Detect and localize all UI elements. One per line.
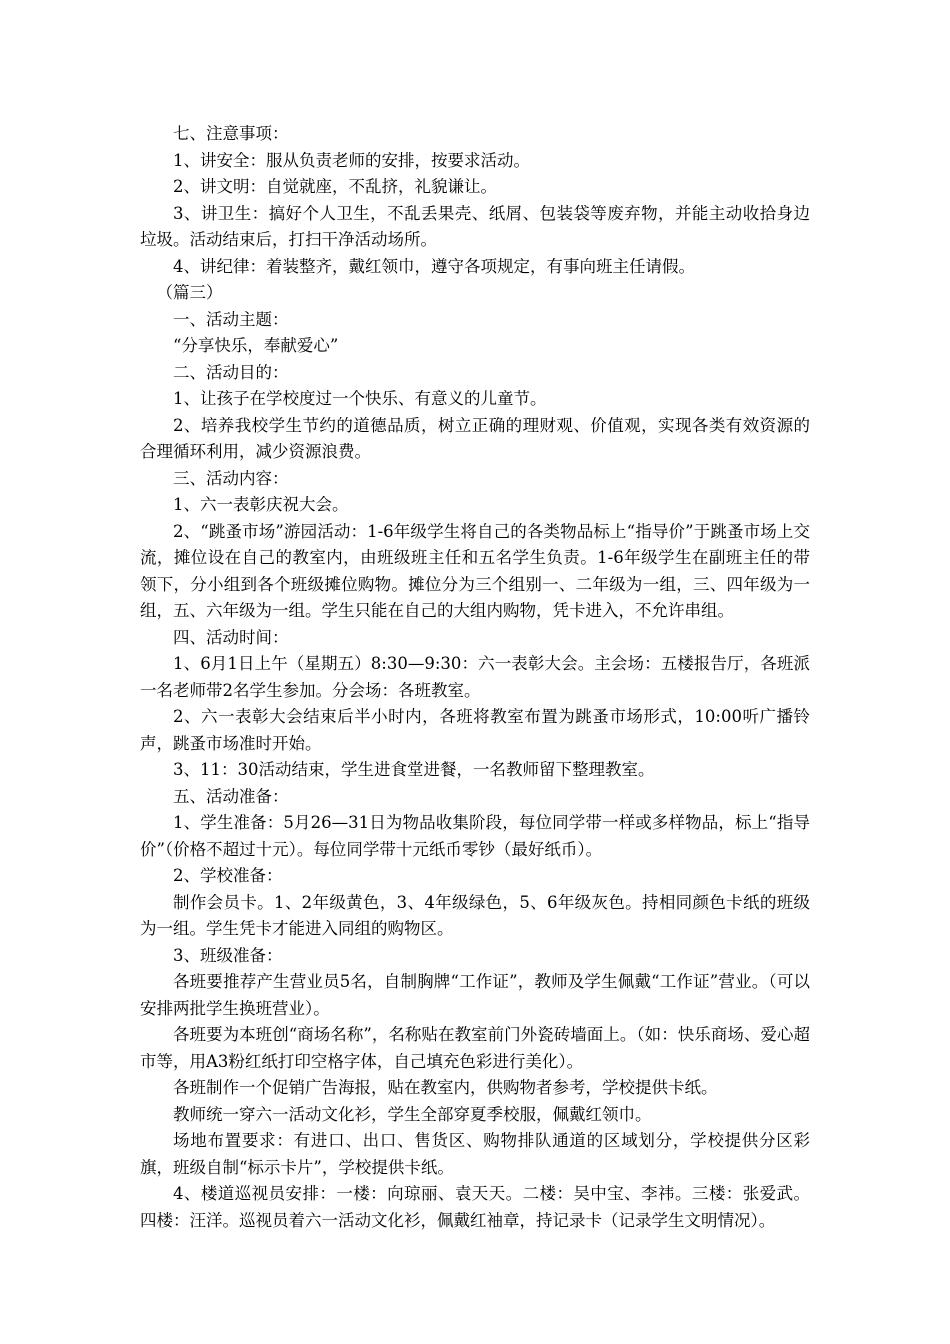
- section-heading-purpose: 二、活动目的：: [173, 362, 289, 382]
- paragraph: 各班要推荐产生营业员5名，自制胸牌“工作证”，教师及学生佩戴“工作证”营业。（可以安排两批学生换班营业）。: [140, 972, 810, 1018]
- paragraph: 1、让孩子在学校度过一个快乐、有意义的儿童节。: [173, 389, 547, 408]
- paragraph: 2、讲文明：自觉就座，不乱挤，礼貌谦让。: [173, 177, 497, 196]
- paragraph: 1、讲安全：服从负责老师的安排，按要求活动。: [173, 150, 530, 170]
- paragraph: 各班制作一个促销广告海报，贴在教室内，供购物者参考，学校提供卡纸。: [173, 1078, 718, 1097]
- part-heading: （篇三）: [156, 283, 223, 302]
- document-page: [140, 121, 810, 1234]
- paragraph: 教师统一穿六一活动文化衫，学生全部穿夏季校服，佩戴红领巾。: [173, 1104, 652, 1124]
- paragraph: 2、培养我校学生节约的道德品质，树立正确的理财观、价值观，实现各类有效资源的合理循环利用，减少资源浪费。: [140, 415, 810, 461]
- paragraph: 3、班级准备：: [173, 945, 283, 965]
- paragraph: 场地布置要求：有进口、出口、售货区、购物排队通道的区域划分，学校提供分区彩旗，班级自制“标示卡片”，学校提供卡纸。: [140, 1131, 810, 1177]
- section-heading-notes: 七、注意事项：: [173, 124, 289, 143]
- paragraph: 4、楼道巡视员安排：一楼：向琼丽、袁天天。二楼：吴中宝、李祎。三楼：张爱武。四楼：汪洋。巡视员着六一活动文化衫，佩戴红袖章，持记录卡（记录学生文明情况）。: [140, 1184, 810, 1230]
- paragraph: 2、“跳蚤市场”游园活动：1-6年级学生将自己的各类物品标上“指导价”于跳蚤市场上交流，摊位设在自己的教室内，由班级班主任和五名学生负责。1-6年级学生在副班主任的带领下，分小组到各个班级摊位购物。摊位分为三个组别一、二年级为一组，三、四年级为一组，五、六年级为一组。学生只能在自己的大组内购物，凭卡进入，不允许串组。: [140, 521, 810, 620]
- paragraph: 1、六一表彰庆祝大会。: [173, 495, 349, 514]
- paragraph: 1、6月1日上午（星期五）8:30—9:30：六一表彰大会。主会场：五楼报告厅，各班派一名老师带2名学生参加。分会场：各班教室。: [140, 654, 810, 700]
- paragraph: 4、讲纪律：着装整齐，戴红领巾，遵守各项规定，有事向班主任请假。: [173, 256, 695, 276]
- section-heading-content: 三、活动内容：: [173, 468, 289, 488]
- paragraph: 制作会员卡。1、2年级黄色，3、4年级绿色，5、6年级灰色。持相同颜色卡纸的班级为一组。学生凭卡才能进入同组的购物区。: [140, 892, 810, 938]
- paragraph: 1、学生准备：5月26—31日为物品收集阶段，每位同学带一样或多样物品，标上“指导价”（价格不超过十元）。每位同学带十元纸币零钞（最好纸币）。: [140, 813, 810, 859]
- theme-quote: “分享快乐，奉献爱心”: [173, 336, 339, 355]
- section-heading-preparation: 五、活动准备：: [173, 786, 289, 806]
- paragraph: 3、11：30活动结束，学生进食堂进餐，一名教师留下整理教室。: [173, 760, 655, 779]
- paragraph: 2、六一表彰大会结束后半小时内，各班将教室布置为跳蚤市场形式，10:00听广播铃声，跳蚤市场准时开始。: [140, 707, 810, 753]
- section-heading-theme: 一、活动主题：: [173, 309, 289, 329]
- paragraph: 3、讲卫生：搞好个人卫生，不乱丢果壳、纸屑、包装袋等废弃物，并能主动收拾身边垃圾。活动结束后，打扫干净活动场所。: [140, 203, 810, 249]
- paragraph: 各班要为本班创“商场名称”，名称贴在教室前门外瓷砖墙面上。（如：快乐商场、爱心超市等，用A3粉红纸打印空格字体，自己填充色彩进行美化）。: [140, 1025, 810, 1071]
- paragraph: 2、学校准备：: [173, 866, 283, 885]
- section-heading-time: 四、活动时间：: [173, 627, 289, 647]
